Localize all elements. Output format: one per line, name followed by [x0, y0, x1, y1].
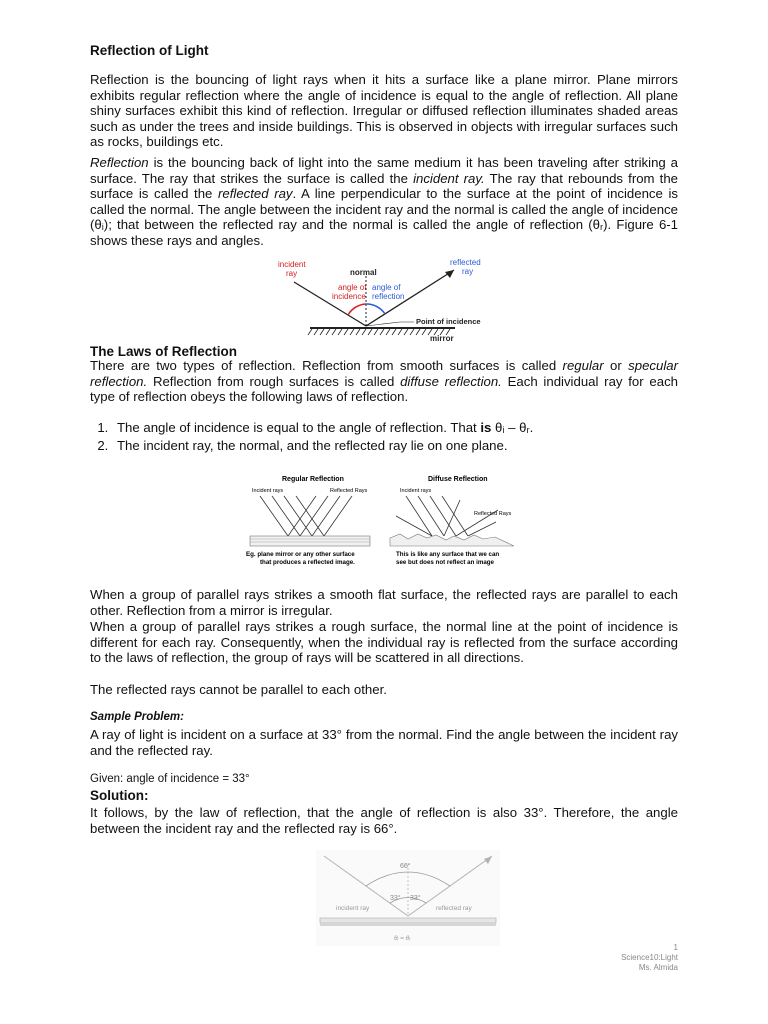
term-specular: specular reflection.: [90, 358, 678, 389]
solution-text: It follows, by the law of reflection, that the angle of reflection is also 33°. Therefore, the angle between the incident ray and the reflected ray is 66°.: [90, 805, 678, 836]
types-text-2: or: [603, 358, 629, 373]
regular-surface: [250, 536, 370, 546]
angle-reflection-label: angle of reflection: [372, 283, 405, 301]
regular-reflection-title: Regular Reflection: [282, 476, 344, 483]
diffuse-surface: [390, 534, 514, 546]
term-diffuse: diffuse reflection.: [400, 373, 502, 389]
diffuse-incident-rays-label: Incident rays: [400, 488, 432, 494]
angle-incidence-label: angle of incidence: [332, 283, 367, 301]
given-text: Given: angle of incidence = 33°: [90, 773, 250, 785]
reflection-angle-label: 33°: [410, 895, 421, 902]
term-incident-ray: incident ray.: [413, 170, 485, 186]
mirror-hatching: [308, 329, 450, 335]
sample-reflected-label: reflected ray: [436, 905, 472, 912]
parallel-rays-paragraph: When a group of parallel rays strikes a smooth flat surface, the reflected rays are parallel to each other. Reflection from a mirror is irregular.: [90, 587, 678, 618]
reflection-diagram: [270, 254, 510, 346]
reflection-angle-arc: [366, 304, 385, 314]
regular-incident-rays-label: Incident rays: [252, 488, 284, 494]
term-reflected-ray: reflected ray: [218, 186, 293, 202]
regular-reflected-rays-label: Reflected Rays: [330, 488, 368, 494]
diffuse-reflection-title: Diffuse Reflection: [428, 476, 488, 483]
law-item: 1. The angle of incidence is equal to the angle of reflection. That is θᵢ – θᵣ.: [112, 419, 702, 437]
page-footer: [621, 943, 678, 973]
definition-paragraph: [90, 155, 678, 249]
laws-heading: The Laws of Reflection: [90, 344, 238, 359]
definition-text-1: is the bouncing back of light into the same medium it has been traveling after striking a surface. The ray that strikes the surface is called the: [90, 155, 678, 186]
term-reflection: Reflection: [90, 155, 149, 170]
sample-problem-heading: Sample Problem:: [90, 711, 184, 723]
types-text-4: Each individual ray for each type of reflection obeys the following laws of reflection.: [90, 373, 678, 405]
course-name: Science10:Light: [621, 953, 678, 962]
sample-surface: [320, 918, 496, 923]
not-parallel-paragraph: The reflected rays cannot be parallel to each other.: [90, 682, 387, 697]
term-regular: regular: [562, 358, 604, 373]
incident-ray-label: incident ray: [278, 260, 306, 278]
mirror-label: mirror: [430, 334, 454, 343]
types-text-3: Reflection from rough surfaces is called: [147, 373, 401, 389]
point-of-incidence-label: Point of incidence: [416, 317, 481, 326]
diffuse-caption: This is like any surface that we can see but does not reflect an image: [396, 551, 500, 566]
sample-problem-text: A ray of light is incident on a surface at 33° from the normal. Find the angle between the incident ray and the reflected ray.: [90, 727, 678, 758]
sample-surface-base: [320, 923, 496, 926]
rough-surface-paragraph: When a group of parallel rays strikes a rough surface, the normal line at the point of incidence is different for each ray. Consequently, when the individual ray is reflected from the surface according to the laws of reflection, the group of rays will be scattered in all directions.: [90, 619, 678, 666]
point-leader: [366, 322, 414, 326]
page-title: Reflection of Light: [90, 43, 209, 58]
formula-label: θᵢ = θᵣ: [394, 935, 411, 942]
reflected-ray-label: reflected ray: [450, 258, 481, 276]
law-item: 2. The incident ray, the normal, and the reflected ray lie on one plane.: [112, 437, 702, 455]
diffuse-reflected-rays-label: Reflected Rays: [474, 511, 512, 517]
sample-incident-label: incident ray: [336, 905, 370, 912]
types-paragraph: [90, 358, 678, 405]
incidence-angle-label: 33°: [390, 895, 401, 902]
intro-paragraph: Reflection is the bouncing of light rays when it hits a surface like a plane mirror. Plane mirrors exhibits regular reflection where the angle of incidence is equal to the angle of reflection. All plane shiny surfaces exhibit this kind of reflection. Irregular or diffused reflection illuminates shaded areas such as under the trees and inside buildings. This is observed in objects with irregular surfaces such as rocks, buildings etc.: [90, 72, 678, 150]
definition-text-2: The ray that rebounds from the surface is called the: [90, 170, 679, 202]
reflected-ray-arrow: [445, 270, 454, 278]
page-number: 1: [673, 943, 678, 952]
regular-rays: [260, 496, 352, 536]
incidence-angle-arc: [348, 304, 366, 315]
normal-label: normal: [350, 268, 377, 277]
sample-problem-diagram: [316, 850, 500, 946]
laws-list: [90, 419, 702, 455]
solution-heading: Solution:: [90, 788, 149, 803]
total-angle-label: 66°: [400, 863, 411, 870]
types-text-1: There are two types of reflection. Reflection from smooth surfaces is called: [90, 358, 563, 373]
regular-caption: Eg. plane mirror or any other surface that produces a reflected image.: [246, 551, 355, 566]
definition-text-3: . A line perpendicular to the surface at the point of incidence is called the normal. The angle between the incident ray and the normal is called the angle of incidence (θᵢ); that between the reflected ray and the normal is called the angle of reflection (θᵣ). Figure 6-1 shows these rays and angles.: [90, 186, 678, 248]
regular-diffuse-figure: [238, 470, 538, 572]
author-name: Ms. Almida: [638, 963, 678, 972]
